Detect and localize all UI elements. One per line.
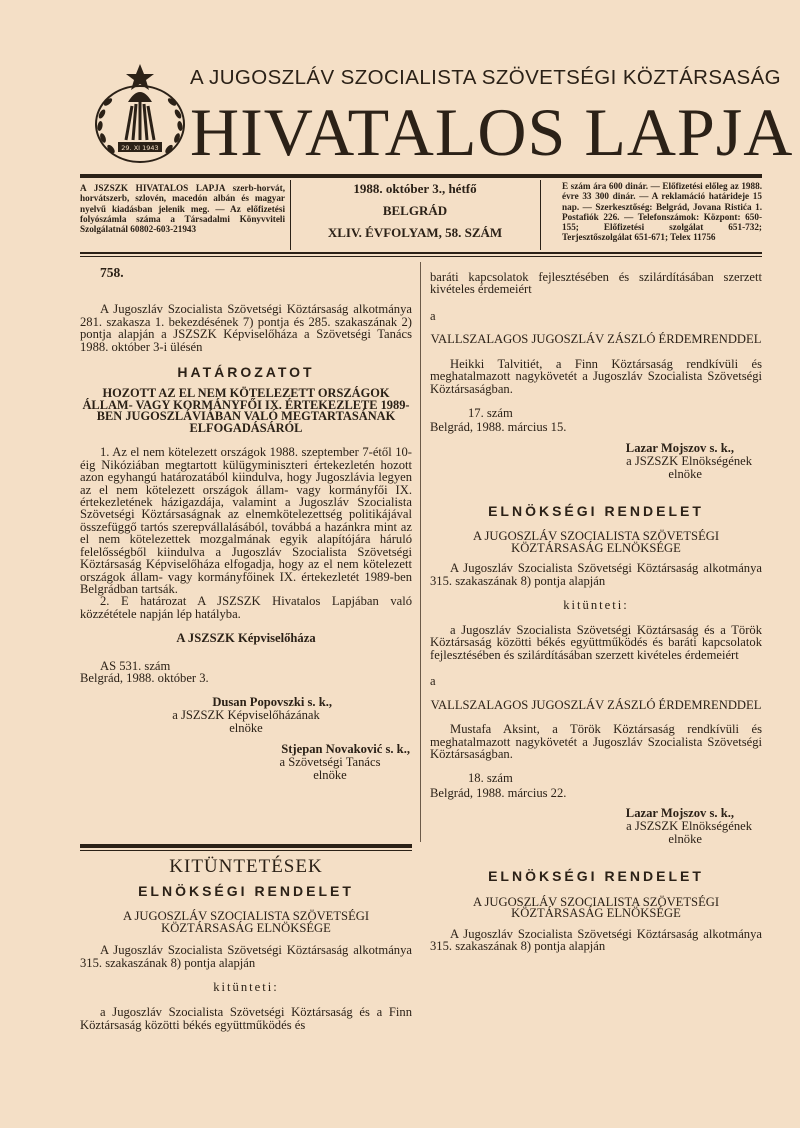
decree-basis: A Jugoszláv Szocialista Szövetségi Köztársaság alkotmánya 315. szakaszának 8) pontja alapján xyxy=(430,926,762,953)
signer-role: a JSZSZK Elnökségének xyxy=(626,453,752,468)
decree-issuer: A JUGOSZLÁV SZOCIALISTA SZÖVETSÉGI KÖZTÁRSASÁG ELNÖKSÉGE xyxy=(472,529,720,555)
emblem-icon xyxy=(92,62,188,166)
supertitle: A JUGOSZLÁV SZOCIALISTA SZÖVETSÉGI KÖZTÁRSASÁG xyxy=(190,66,782,89)
recipient-text: Mustafa Aksint, a Török Köztársaság rendkívüli és meghatalmazott nagykövetét a Jugoszláv Szocialista Szövetségi Köztársaságban. xyxy=(430,722,762,761)
decree-issuer: A JUGOSZLÁV SZOCIALISTA SZÖVETSÉGI KÖZTÁRSASÁG ELNÖKSÉGE xyxy=(122,909,370,935)
publication-info: A JSZSZK HIVATALOS LAPJA szerb-horvát, horvátszerb, szlovén, macedón albán és magyar nyelvű kiadásban jelenik meg. — Az előfizetési folyószámla száma a Társadalmi Könyvviteli Szolgálatnál 60802-603-21943 xyxy=(80,183,285,235)
signer-role: elnöke xyxy=(668,832,702,847)
divider xyxy=(290,180,291,250)
conjunction: a xyxy=(430,308,436,323)
page-title: HIVATALOS LAPJA xyxy=(190,94,794,170)
signer-role: a JSZSZK Elnökségének xyxy=(626,819,752,834)
decision-heading: HATÁROZATOT xyxy=(177,364,315,381)
signer-name: Lazar Mojszov s. k., xyxy=(625,440,734,455)
reference-number: 17. szám xyxy=(468,405,513,420)
awards-label: kitünteti: xyxy=(213,980,279,995)
signature-1 xyxy=(80,696,412,735)
divider xyxy=(80,256,762,257)
decree-issuer: A JUGOSZLÁV SZOCIALISTA SZÖVETSÉGI KÖZTÁRSASÁG ELNÖKSÉGE xyxy=(472,894,720,921)
state-emblem xyxy=(92,62,188,166)
issuer: A JSZSZK Képviselőháza xyxy=(176,631,316,646)
decision-point-2: 2. E határozat A JSZSZK Hivatalos Lapjában való közzététele napján lép hatályba. xyxy=(80,594,412,621)
signer-name: Stjepan Novaković s. k., xyxy=(281,742,410,757)
decree-heading: ELNÖKSÉGI RENDELET xyxy=(488,868,704,885)
divider xyxy=(540,180,541,250)
issue-info xyxy=(300,182,530,240)
awards-label: kitünteti: xyxy=(563,597,629,612)
signer-name: Dusan Popovszki s. k., xyxy=(212,695,332,710)
decision-point-1: 1. Az el nem kötelezett országok 1988. szeptember 7-étől 10-éig Nikóziában megtartott külügyminiszteri értekezletén hozott azon egyhangú határozatából kiindulva, hogy Jugoszlávia legyen az el nem kötelezett országok állam- vagy kormányfői IX. értekezletének házigazdája, valamint a Jugoszláv Szocialista Szövetségi Köztársaságnak az elnemkötelezettség politikájával összefüggő tartós szerepvállalásából, továbbá a hazánkra mint az el nem kötelezettek mozgalmának egyik alapítójára háruló felelősségből kiindulva a Jugoszláv Szocialista Szövetségi Köztársaság Képviselőháza elfogadja, hogy az el nem kötelezett országok állam- vagy kormányfőinek IX. értekezletét 1989-ben Belgrádban tartsák. xyxy=(80,445,412,596)
signer-role: a Szövetségi Tanács xyxy=(279,755,381,770)
signer-name: Lazar Mojszov s. k., xyxy=(625,806,734,821)
conjunction: a xyxy=(430,674,436,689)
place-date: Belgrád, 1988. március 15. xyxy=(430,420,567,435)
signer-role: a JSZSZK Képviselőházának xyxy=(172,708,320,723)
place-date: Belgrád, 1988. március 22. xyxy=(430,785,567,800)
place-date: Belgrád, 1988. október 3. xyxy=(80,670,209,685)
order-name: VALLSZALAGOS JUGOSZLÁV ZÁSZLÓ ÉRDEMRENDDEL xyxy=(430,697,762,712)
left-column-lower xyxy=(80,857,412,1031)
section-title: KITÜNTETÉSEK xyxy=(169,856,323,877)
signature-3 xyxy=(430,442,762,481)
right-column xyxy=(430,271,762,952)
emblem-date: 29. XI 1943 xyxy=(121,144,159,152)
decree-text: a Jugoszláv Szocialista Szövetségi Köztársaság és a Finn Köztársaság közötti békés együttműködés és xyxy=(80,1005,412,1032)
decree-basis: A Jugoszláv Szocialista Szövetségi Köztársaság alkotmánya 315. szakaszának 8) pontja alapján xyxy=(80,943,412,970)
signer-role: elnöke xyxy=(313,768,347,783)
signer-role: elnöke xyxy=(668,466,702,481)
divider xyxy=(80,252,762,254)
document-number: 758. xyxy=(100,265,124,280)
continued-text: baráti kapcsolatok fejlesztésében és szilárdításában szerzett kivételes érdemeiért xyxy=(430,270,762,297)
section-rule xyxy=(80,850,412,851)
decree-text: a Jugoszláv Szocialista Szövetségi Köztársaság és a Török Köztársaság közötti békés együttműködés és baráti kapcsolatok fejlesztésében és szilárdításában szerzett kivételes érdemeiért xyxy=(430,622,762,662)
reference-number: AS 531. szám xyxy=(100,658,171,673)
intro-text: A Jugoszláv Szocialista Szövetségi Köztársaság alkotmánya 281. szakasza 1. bekezdésének 7) pontja és 285. szakaszának 2) pontja alapján a JSZSZK Képviselőháza a Szövetségi Tanács 1988. október 3-i ülésén xyxy=(80,302,412,354)
order-name: VALLSZALAGOS JUGOSZLÁV ZÁSZLÓ ÉRDEMRENDDEL xyxy=(430,332,762,347)
signer-role: elnöke xyxy=(229,721,263,736)
decree-heading: ELNÖKSÉGI RENDELET xyxy=(138,883,354,899)
divider xyxy=(80,174,762,178)
issue-date: 1988. október 3., hétfő xyxy=(353,181,477,196)
reference-number: 18. szám xyxy=(468,771,513,786)
issue-city: BELGRÁD xyxy=(382,203,448,218)
signature-2 xyxy=(80,743,412,782)
section-rule xyxy=(80,844,412,848)
price-contact-info: E szám ára 600 dinár. — Előfizetési előleg az 1988. évre 33 300 dinár. — A reklamáció határideje 15 nap. — Szerkesztőség: Belgrád, Jovana Ristića 1. Postafiók 226. — Telefonszámok: Központ: 650-155; Előfizetési szolgálat 651-732; Terjesztőszolgálat 651-671; Telex 11756 xyxy=(562,181,762,243)
decision-title: HOZOTT AZ EL NEM KÖTELEZETT ORSZÁGOK ÁLLAM- VAGY KORMÁNYFŐI IX. ÉRTEKEZLETE 1989-BEN JUGOSZLÁVIÁBAN VALÓ MEGTARTASÁNAK ELFOGADÁSÁRÓL xyxy=(82,386,410,435)
signature-4 xyxy=(430,807,762,846)
recipient-text: Heikki Talvitiét, a Finn Köztársaság rendkívüli és meghatalmazott nagykövetét a Jugoszláv Szocialista Szövetségi Köztársaságban. xyxy=(430,356,762,396)
column-divider xyxy=(420,262,421,842)
decree-heading: ELNÖKSÉGI RENDELET xyxy=(488,502,704,519)
left-column xyxy=(80,267,412,782)
decree-basis: A Jugoszláv Szocialista Szövetségi Köztársaság alkotmánya 315. szakaszának 8) pontja alapján xyxy=(430,561,762,588)
issue-volume: XLIV. ÉVFOLYAM, 58. SZÁM xyxy=(327,225,503,240)
